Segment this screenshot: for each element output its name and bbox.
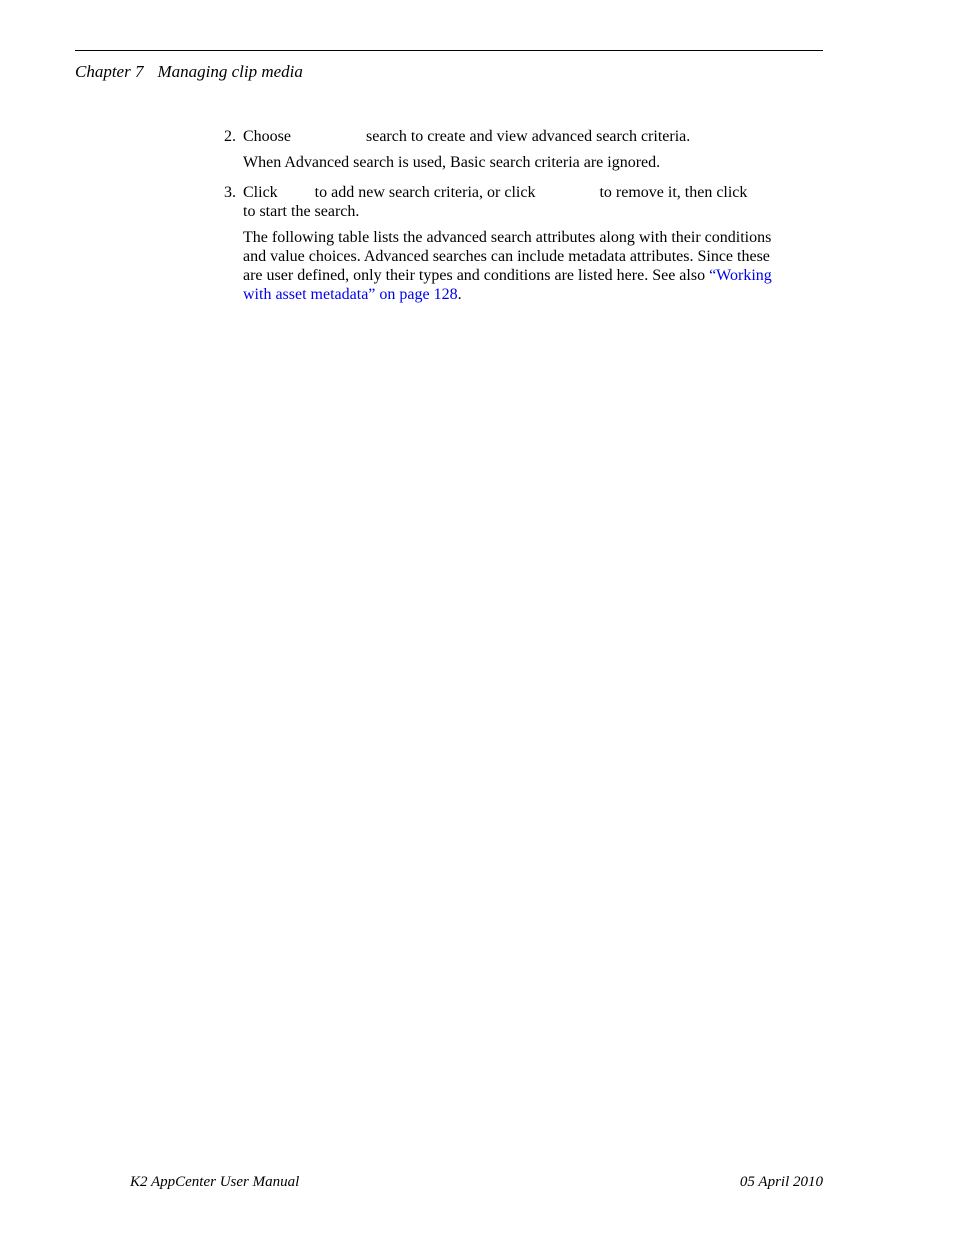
step-3-line-1 bbox=[243, 183, 747, 202]
step-3-para-line-1: The following table lists the advanced search attributes along with their conditions bbox=[243, 229, 772, 246]
step-3-para-line-2: and value choices. Advanced searches can include metadata attributes. Since these bbox=[243, 248, 770, 265]
para-end-punctuation: . bbox=[457, 286, 462, 303]
step-3-para-line-3 bbox=[243, 266, 772, 285]
step-3-para-line-3-text: are user defined, only their types and conditions are listed here. See also bbox=[243, 267, 706, 284]
step-3-number: 3. bbox=[224, 184, 236, 201]
step-2-text-before: Choose bbox=[243, 128, 291, 145]
step-3-part-1: Click bbox=[243, 184, 278, 201]
step-3-para-line-4 bbox=[243, 285, 462, 304]
footer-date: 05 April 2010 bbox=[739, 1174, 823, 1190]
step-2-text bbox=[243, 127, 690, 146]
chapter-title: Managing clip media bbox=[157, 62, 303, 81]
footer-manual-title: K2 AppCenter User Manual bbox=[130, 1174, 300, 1190]
step-3-part-2: to add new search criteria, or click bbox=[314, 184, 536, 201]
header-rule bbox=[75, 50, 823, 51]
chapter-label: Chapter 7 bbox=[75, 62, 144, 81]
step-2-number: 2. bbox=[224, 128, 236, 145]
cross-reference-link[interactable]: “Working bbox=[709, 267, 772, 284]
cross-reference-link-continued[interactable]: with asset metadata” on page 128 bbox=[243, 286, 458, 303]
running-head bbox=[75, 61, 303, 83]
step-3-part-3: to remove it, then click bbox=[599, 184, 748, 201]
step-2-note: When Advanced search is used, Basic search criteria are ignored. bbox=[243, 154, 661, 171]
step-3-line-2: to start the search. bbox=[243, 203, 360, 220]
step-2-text-after: search to create and view advanced search criteria. bbox=[366, 128, 691, 145]
